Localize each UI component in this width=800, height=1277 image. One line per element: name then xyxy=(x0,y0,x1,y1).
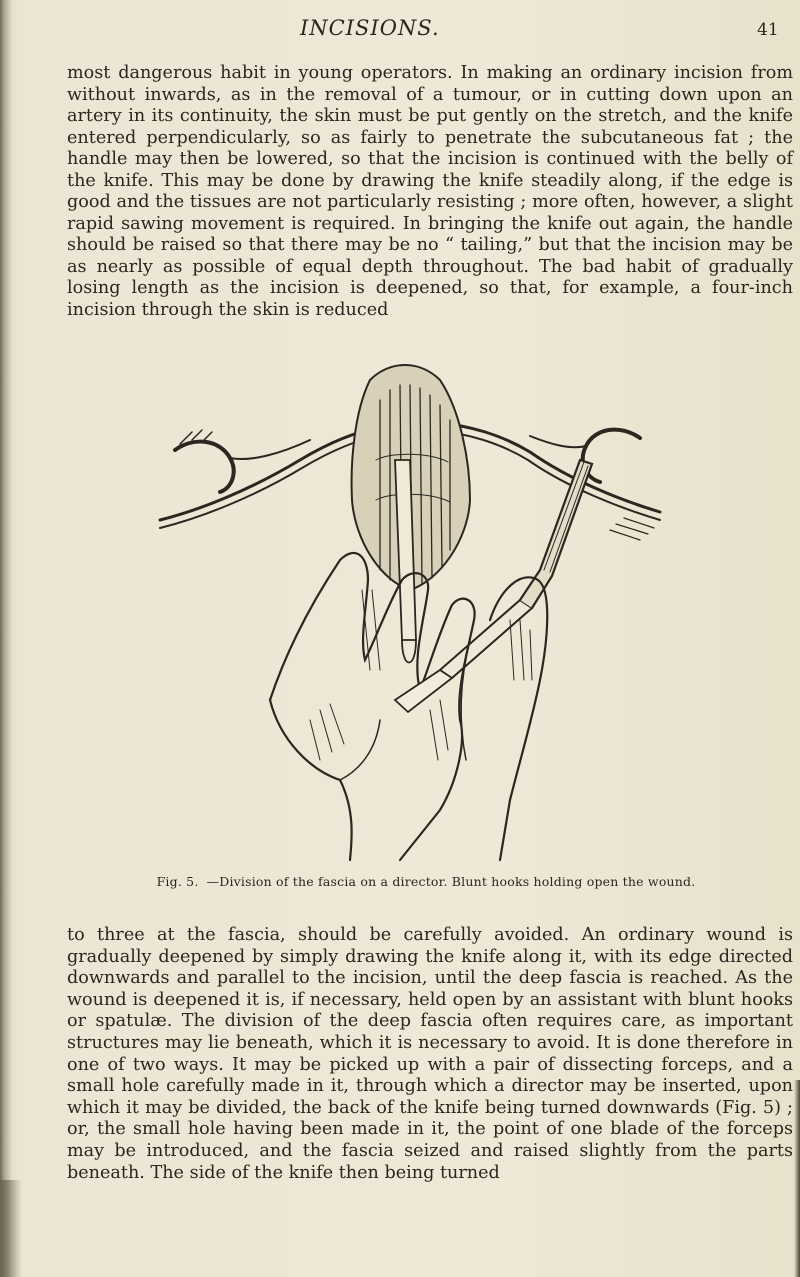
page-edge-shadow xyxy=(794,1080,800,1277)
figure-caption-label: Fig. 5. xyxy=(156,874,199,889)
hand-drawing xyxy=(270,553,475,860)
page-corner-shadow xyxy=(0,1180,22,1277)
running-title: INCISIONS. xyxy=(300,16,440,40)
figure-caption xyxy=(70,874,790,889)
page-gutter-shadow xyxy=(0,0,12,1277)
figure-illustration xyxy=(140,340,680,870)
figure-caption-text: —Division of the fascia on a director. Blunt hooks holding open the wound. xyxy=(206,874,696,889)
page-number: 41 xyxy=(757,20,779,40)
body-paragraph-bottom: to three at the fascia, should be carefully avoided. An ordinary wound is gradually deepened by simply drawing the knife along it, with its edge directed downwards and parallel to the incision, until the deep fascia is reached. As the wound is deepened it is, if necessary, held open by an assistant with blunt hooks or spatulæ. The division of the deep fascia often requires care, as important structures may lie beneath, which it is necessary to avoid. It is done therefore in one of two ways. It may be picked up with a pair of dissecting forceps, and a small hole carefully made in it, through which a director may be inserted, upon which it may be divided, the back of the knife being turned downwards (Fig. 5) ; or, the small hole having been made in it, the point of one blade of the forceps may be introduced, and the fascia seized and raised slightly from the parts beneath. The side of the knife then being turned xyxy=(67,925,793,1183)
running-head xyxy=(0,10,800,40)
body-paragraph-top: most dangerous habit in young operators. In making an ordinary incision from without inwards, as in the removal of a tumour, or in cutting down upon an artery in its continuity, the skin must be put gently on the stretch, and the knife entered perpendicularly, so as fairly to penetrate the subcutaneous fat ; the handle may then be lowered, so that the incision is continued with the belly of the knife. This may be done by drawing the knife steadily along, if the edge is good and the tissues are not particularly resisting ; more often, however, a slight rapid sawing movement is required. In bringing the knife out again, the handle should be raised so that there may be no “ tailing,” but that the incision may be as nearly as possible of equal depth throughout. The bad habit of gradually losing length as the incision is deepened, so that, for example, a four-inch incision through the skin is reduced xyxy=(67,63,793,320)
